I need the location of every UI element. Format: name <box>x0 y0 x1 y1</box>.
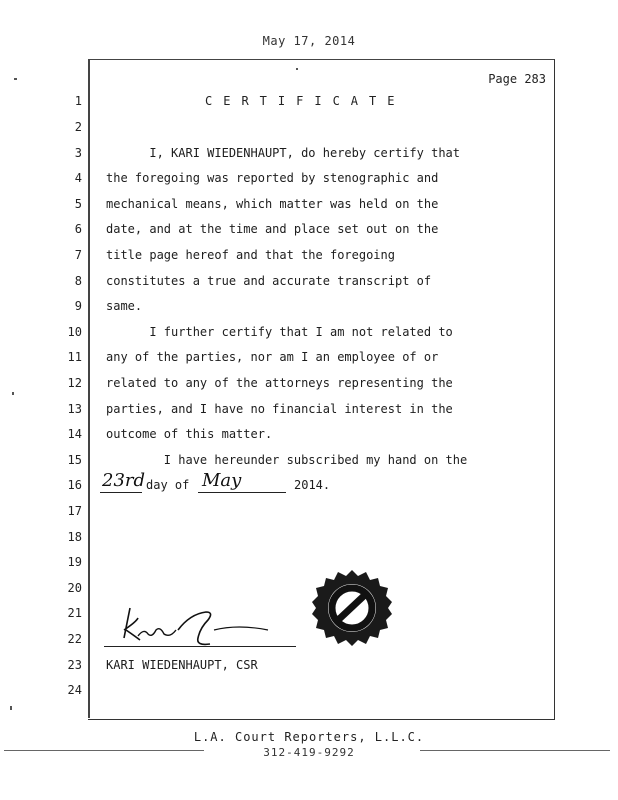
handwritten-signature <box>118 600 288 648</box>
line-number: 13 <box>67 402 82 416</box>
body-line: related to any of the attorneys representing the <box>106 376 453 390</box>
line-number: 24 <box>67 683 82 697</box>
line-number: 2 <box>74 120 82 134</box>
line-number: 20 <box>67 581 82 595</box>
line-number: 3 <box>74 146 82 160</box>
footer-company: L.A. Court Reporters, L.L.C. <box>193 730 425 744</box>
certificate-title: CERTIFICATE <box>205 94 406 108</box>
body-line: mechanical means, which matter was held on the <box>106 197 439 211</box>
body-line: title page hereof and that the foregoing <box>106 248 395 262</box>
footer-rule-left <box>4 750 204 751</box>
line-number: 11 <box>67 350 82 364</box>
line-number: 17 <box>67 504 82 518</box>
line-number: 22 <box>67 632 82 646</box>
handwritten-day: 23rd <box>102 470 146 491</box>
margin-rule <box>88 59 90 718</box>
line-number: 14 <box>67 427 82 441</box>
day-blank-underline <box>100 492 142 493</box>
footer-phone: 312-419-9292 <box>263 746 355 759</box>
scan-speck <box>10 706 12 710</box>
line-number: 5 <box>74 197 82 211</box>
line-number: 12 <box>67 376 82 390</box>
footer-rule-right <box>420 750 610 751</box>
line-number: 18 <box>67 530 82 544</box>
line-number: 21 <box>67 606 82 620</box>
scan-speck <box>12 392 14 395</box>
page-number: Page 283 <box>488 72 546 86</box>
body-line: I further certify that I am not related to <box>106 325 453 339</box>
body-line: date, and at the time and place set out on the <box>106 222 439 236</box>
line-number: 9 <box>74 299 82 313</box>
line-number: 15 <box>67 453 82 467</box>
year-text: 2014. <box>294 478 331 492</box>
line-number: 7 <box>74 248 82 262</box>
signature-line <box>104 646 296 647</box>
body-line: same. <box>106 299 143 313</box>
line-number: 6 <box>74 222 82 236</box>
body-line: I, KARI WIEDENHAUPT, do hereby certify that <box>106 146 461 160</box>
line-number: 4 <box>74 171 82 185</box>
body-line: the foregoing was reported by stenographic and <box>106 171 439 185</box>
line-number: 19 <box>67 555 82 569</box>
body-line: outcome of this matter. <box>106 427 273 441</box>
day-of-text: day of <box>146 478 190 492</box>
line-number: 10 <box>67 325 82 339</box>
handwritten-month: May <box>202 470 242 491</box>
line-number: 8 <box>74 274 82 288</box>
body-line: constitutes a true and accurate transcript of <box>106 274 432 288</box>
notary-seal-icon <box>312 568 392 648</box>
line-number: 16 <box>67 478 82 492</box>
body-line: parties, and I have no financial interest in the <box>106 402 453 416</box>
body-line: any of the parties, nor am I an employee of or <box>106 350 439 364</box>
line-number: 23 <box>67 658 82 672</box>
scan-speck <box>14 78 17 80</box>
line-number: 1 <box>74 94 82 108</box>
scan-speck <box>296 68 298 70</box>
body-line: I have hereunder subscribed my hand on the <box>106 453 468 467</box>
reporter-name: KARI WIEDENHAUPT, CSR <box>106 658 258 672</box>
header-date: May 17, 2014 <box>262 34 356 48</box>
month-blank-underline <box>198 492 286 493</box>
